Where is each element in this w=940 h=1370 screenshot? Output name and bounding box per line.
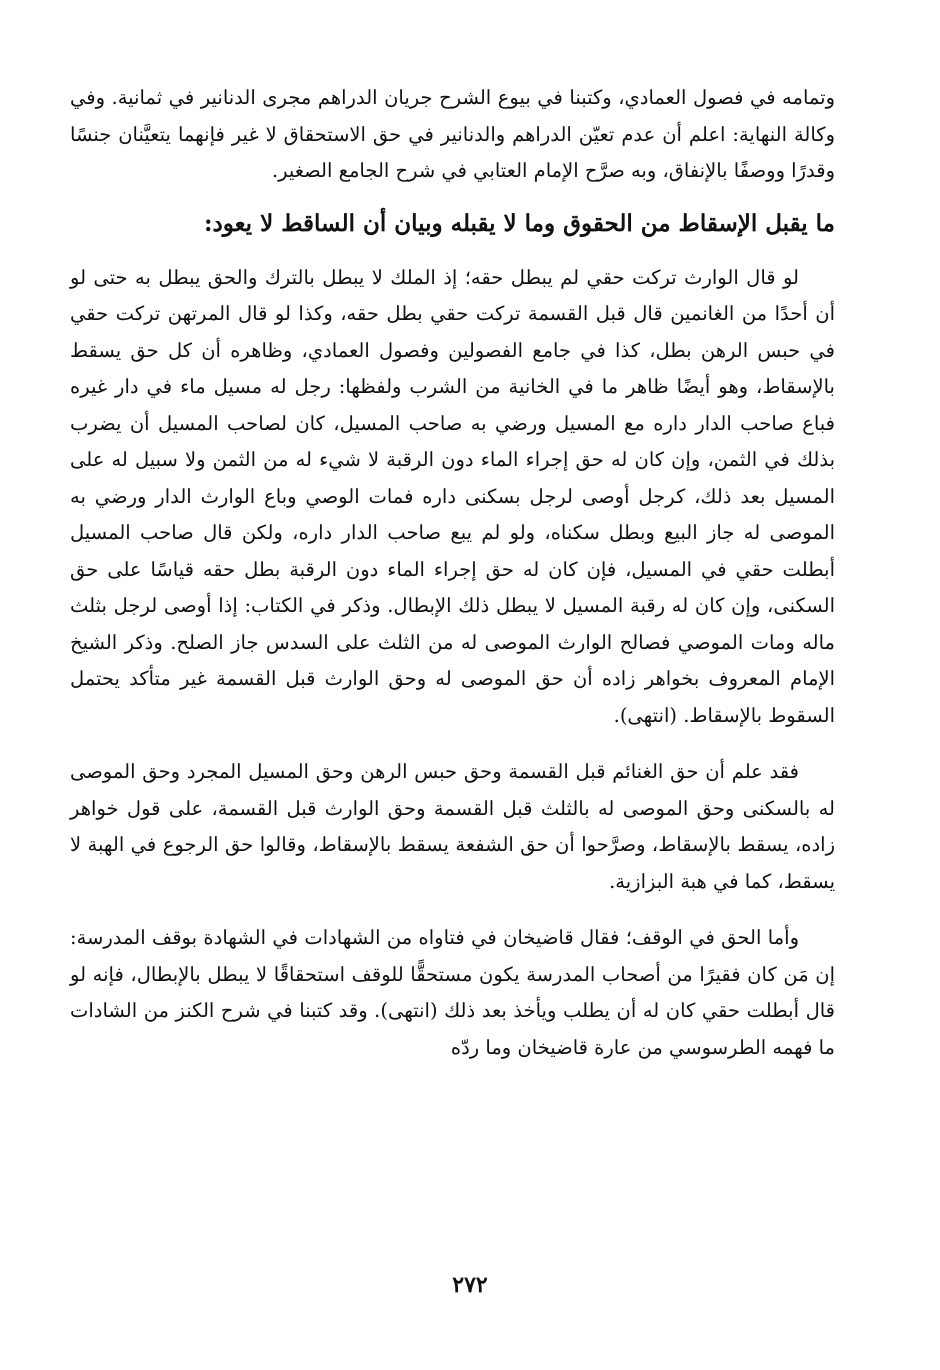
page-body [70, 80, 835, 1066]
page-number: ٢٧٢ [452, 1272, 488, 1298]
paragraph-2: لو قال الوارث تركت حقي لم يبطل حقه؛ إذ الملك لا يبطل بالترك والحق يبطل به حتى لو أن أحدًا من الغانمين قال قبل القسمة تركت حقي بطل حقه، وكذا لو قال المرتهن تركت حقي في حبس الرهن بطل، كذا في جامع الفصولين وفصول العمادي، وظاهره أن كل حق يسقط بالإسقاط، وهو أيضًا ظاهر ما في الخانية من الشرب ولفظها: رجل له مسيل ماء في دار غيره فباع صاحب الدار داره مع المسيل ورضي به صاحب المسيل، كان لصاحب المسيل أن يضرب بذلك في الثمن، وإن كان له حق إجراء الماء دون الرقبة لا شيء له من الثمن ولا سبيل له على المسيل بعد ذلك، كرجل أوصى لرجل بسكنى داره فمات الوصي وباع الوارث الدار ورضي به الموصى له جاز البيع وبطل سكناه، ولو لم يبع صاحب الدار داره، ولكن قال صاحب المسيل أبطلت حقي في المسيل، فإن كان له حق إجراء الماء دون الرقبة بطل حقه قياسًا على حق السكنى، وإن كان له رقبة المسيل لا يبطل ذلك الإبطال. وذكر في الكتاب: إذا أوصى لرجل بثلث ماله ومات الموصي فصالح الوارث الموصى له من الثلث على السدس جاز الصلح. وذكر الشيخ الإمام المعروف بخواهر زاده أن حق الموصى له وحق الوارث قبل القسمة غير متأكد يحتمل السقوط بالإسقاط. (انتهى). [70, 265, 835, 727]
paragraph-4: وأما الحق في الوقف؛ فقال قاضيخان في فتاواه من الشهادات في الشهادة بوقف المدرسة: إن مَن كان فقيرًا من أصحاب المدرسة يكون مستحقًّا للوقف استحقاقًا لا يبطل بالإبطال، فإنه لو قال أبطلت حقي كان له أن يطلب ويأخذ بعد ذلك (انتهى). وقد كتبنا في شرح الكنز من الشادات ما فهمه الطرسوسي من عارة قاضيخان وما ردّه [70, 926, 835, 1059]
paragraph-3: فقد علم أن حق الغنائم قبل القسمة وحق حبس الرهن وحق المسيل المجرد وحق الموصى له بالسكنى وحق الموصى له بالثلث قبل القسمة وحق الوارث قبل القسمة، على قول خواهر زاده، يسقط بالإسقاط، وصرَّحوا أن حق الشفعة يسقط بالإسقاط، وقالوا حق الرجوع في الهبة لا يسقط، كما في هبة البزازية. [70, 760, 835, 893]
section-heading: ما يقبل الإسقاط من الحقوق وما لا يقبله وبيان أن الساقط لا يعود: [203, 209, 835, 237]
paragraph-1: وتمامه في فصول العمادي، وكتبنا في بيوع الشرح جريان الدراهم مجرى الدنانير في ثمانية. وفي وكالة النهاية: اعلم أن عدم تعيّن الدراهم والدنانير في حق الاستحقاق لا غير فإنهما يتعيَّنان جنسًا وقدرًا ووصفًا بالإنفاق، وبه صرَّح الإمام العتابي في شرح الجامع الصغير. [70, 86, 835, 182]
